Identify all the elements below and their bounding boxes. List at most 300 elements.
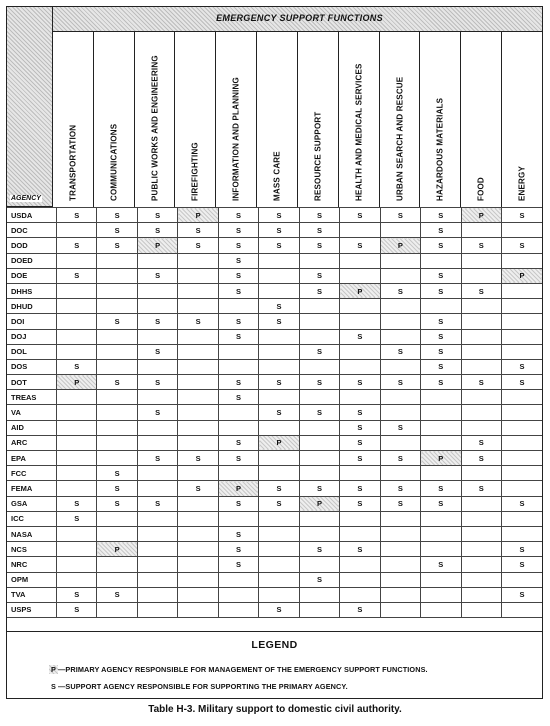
role-cell [501, 314, 542, 329]
role-cell [501, 223, 542, 238]
role-cell [461, 329, 501, 344]
role-cell [461, 253, 501, 268]
role-cell [97, 359, 137, 374]
role-cell [57, 542, 97, 557]
function-header [53, 31, 93, 207]
role-cell: S [97, 223, 137, 238]
role-cell: P [380, 238, 420, 253]
role-cell: S [340, 542, 380, 557]
role-cell [218, 466, 258, 481]
role-cell [178, 435, 218, 450]
role-cell [218, 405, 258, 420]
role-cell: S [299, 405, 339, 420]
role-cell [137, 587, 177, 602]
role-cell [461, 390, 501, 405]
role-cell [137, 359, 177, 374]
table-row [7, 435, 542, 450]
role-cell: P [218, 481, 258, 496]
role-cell [97, 451, 137, 466]
role-cell [461, 359, 501, 374]
role-cell: S [299, 223, 339, 238]
role-cell [380, 223, 420, 238]
role-cell: S [299, 268, 339, 283]
role-cell: S [421, 375, 461, 390]
table-row [7, 390, 542, 405]
role-cell [137, 299, 177, 314]
role-cell [380, 602, 420, 617]
role-cell [299, 420, 339, 435]
function-header-label: URBAN SEARCH AND RESCUE [395, 76, 405, 201]
role-cell [380, 435, 420, 450]
role-cell [57, 223, 97, 238]
legend-support-mark: S [51, 682, 56, 691]
role-cell: P [57, 375, 97, 390]
table-row [7, 359, 542, 374]
role-cell [461, 602, 501, 617]
agency-cell: DOL [7, 344, 57, 359]
role-cell: S [218, 451, 258, 466]
agency-cell: DOS [7, 359, 57, 374]
role-cell [380, 299, 420, 314]
function-header-label: FIREFIGHTING [190, 142, 200, 201]
role-cell: S [137, 314, 177, 329]
role-cell [97, 602, 137, 617]
table-row [7, 451, 542, 466]
function-header-label: MASS CARE [272, 151, 282, 201]
role-cell [380, 557, 420, 572]
role-cell [97, 572, 137, 587]
role-cell: S [380, 283, 420, 298]
agency-header-cell [7, 7, 53, 207]
role-cell: S [380, 344, 420, 359]
role-cell: P [137, 238, 177, 253]
role-cell [299, 299, 339, 314]
table-row [7, 268, 542, 283]
function-header [93, 31, 134, 207]
esf-matrix-table [7, 207, 542, 618]
agency-cell: DOE [7, 268, 57, 283]
role-cell: S [299, 344, 339, 359]
role-cell [57, 314, 97, 329]
role-cell [97, 435, 137, 450]
role-cell [380, 587, 420, 602]
agency-cell: GSA [7, 496, 57, 511]
role-cell [421, 602, 461, 617]
role-cell: S [218, 253, 258, 268]
role-cell [178, 466, 218, 481]
role-cell [97, 329, 137, 344]
role-cell [299, 602, 339, 617]
role-cell: S [97, 481, 137, 496]
role-cell [137, 602, 177, 617]
role-cell [178, 329, 218, 344]
role-cell [57, 253, 97, 268]
role-cell [178, 253, 218, 268]
table-row [7, 557, 542, 572]
role-cell: S [340, 420, 380, 435]
role-cell: S [340, 375, 380, 390]
role-cell [97, 526, 137, 541]
role-cell [501, 572, 542, 587]
role-cell [259, 390, 299, 405]
role-cell: S [57, 208, 97, 223]
table-row [7, 375, 542, 390]
role-cell [97, 405, 137, 420]
role-cell [501, 602, 542, 617]
legend-support [49, 682, 348, 691]
role-cell [461, 314, 501, 329]
table-caption: Table H-3. Military support to domestic civil authority. [148, 704, 402, 715]
role-cell: S [340, 208, 380, 223]
function-header-label: COMMUNICATIONS [109, 123, 119, 201]
role-cell: S [461, 375, 501, 390]
role-cell [299, 329, 339, 344]
role-cell [501, 283, 542, 298]
role-cell [259, 329, 299, 344]
agency-cell: ARC [7, 435, 57, 450]
role-cell [421, 466, 461, 481]
role-cell: S [57, 587, 97, 602]
legend-primary [49, 665, 428, 674]
table-row [7, 223, 542, 238]
role-cell: S [421, 481, 461, 496]
role-cell: S [97, 375, 137, 390]
role-cell: S [259, 208, 299, 223]
esf-table-frame [6, 6, 543, 699]
role-cell [299, 314, 339, 329]
agency-cell: TVA [7, 587, 57, 602]
function-header [501, 31, 542, 207]
role-cell [299, 526, 339, 541]
role-cell: S [299, 375, 339, 390]
function-header-label: INFORMATION AND PLANNING [231, 77, 241, 201]
role-cell [259, 344, 299, 359]
table-row [7, 283, 542, 298]
role-cell: S [380, 420, 420, 435]
role-cell: S [299, 481, 339, 496]
role-cell [137, 526, 177, 541]
role-cell [218, 420, 258, 435]
role-cell [421, 435, 461, 450]
role-cell: S [259, 223, 299, 238]
role-cell: S [380, 375, 420, 390]
role-cell: S [501, 587, 542, 602]
agency-header-label: AGENCY [11, 195, 41, 202]
role-cell: S [178, 314, 218, 329]
role-cell: S [137, 451, 177, 466]
agency-cell: VA [7, 405, 57, 420]
role-cell [380, 405, 420, 420]
role-cell [178, 587, 218, 602]
role-cell: S [259, 314, 299, 329]
role-cell [137, 557, 177, 572]
role-cell: S [57, 238, 97, 253]
agency-cell: TREAS [7, 390, 57, 405]
role-cell [97, 299, 137, 314]
agency-cell: DOC [7, 223, 57, 238]
legend-title: LEGEND [251, 639, 298, 651]
agency-cell: USDA [7, 208, 57, 223]
role-cell: S [57, 268, 97, 283]
role-cell: S [340, 405, 380, 420]
role-cell [57, 481, 97, 496]
role-cell [461, 542, 501, 557]
role-cell [57, 435, 97, 450]
role-cell: P [461, 208, 501, 223]
role-cell: S [218, 542, 258, 557]
agency-cell: NASA [7, 526, 57, 541]
agency-cell: FEMA [7, 481, 57, 496]
role-cell: S [218, 557, 258, 572]
role-cell [340, 344, 380, 359]
table-row [7, 481, 542, 496]
role-cell [421, 587, 461, 602]
agency-cell: OPM [7, 572, 57, 587]
role-cell: S [421, 223, 461, 238]
role-cell: S [340, 329, 380, 344]
role-cell: S [380, 208, 420, 223]
role-cell: S [340, 451, 380, 466]
table-row [7, 526, 542, 541]
function-header [134, 31, 175, 207]
role-cell [259, 557, 299, 572]
role-cell: S [218, 208, 258, 223]
role-cell [421, 542, 461, 557]
role-cell: S [218, 375, 258, 390]
role-cell [461, 526, 501, 541]
role-cell [259, 451, 299, 466]
role-cell [218, 344, 258, 359]
legend-primary-mark: P [51, 665, 56, 674]
role-cell: S [340, 481, 380, 496]
role-cell [340, 466, 380, 481]
agency-cell: AID [7, 420, 57, 435]
role-cell: P [340, 283, 380, 298]
role-cell: S [380, 481, 420, 496]
role-cell [57, 329, 97, 344]
table-row [7, 602, 542, 617]
role-cell: S [218, 496, 258, 511]
table-row [7, 329, 542, 344]
role-cell: S [57, 359, 97, 374]
role-cell: S [178, 481, 218, 496]
role-cell [299, 359, 339, 374]
function-header-label: HAZARDOUS MATERIALS [435, 97, 445, 201]
role-cell: S [421, 496, 461, 511]
function-header [338, 31, 379, 207]
role-cell [57, 466, 97, 481]
table-row [7, 542, 542, 557]
role-cell: S [299, 238, 339, 253]
role-cell [57, 557, 97, 572]
role-cell [421, 511, 461, 526]
role-cell [178, 526, 218, 541]
function-header [297, 31, 338, 207]
role-cell: S [137, 405, 177, 420]
role-cell [259, 587, 299, 602]
legend [7, 631, 542, 698]
role-cell [178, 557, 218, 572]
role-cell: S [97, 314, 137, 329]
role-cell [501, 466, 542, 481]
role-cell: S [97, 496, 137, 511]
role-cell: S [97, 466, 137, 481]
role-cell [380, 314, 420, 329]
role-cell [340, 557, 380, 572]
role-cell: S [137, 496, 177, 511]
agency-cell: NRC [7, 557, 57, 572]
role-cell [259, 268, 299, 283]
role-cell: P [97, 542, 137, 557]
role-cell: S [501, 375, 542, 390]
role-cell: S [421, 268, 461, 283]
role-cell [259, 420, 299, 435]
table-row [7, 405, 542, 420]
role-cell [380, 268, 420, 283]
role-cell [178, 405, 218, 420]
role-cell [340, 253, 380, 268]
role-cell [57, 572, 97, 587]
table-row [7, 511, 542, 526]
table-row [7, 496, 542, 511]
role-cell [218, 359, 258, 374]
role-cell: S [57, 602, 97, 617]
role-cell [461, 496, 501, 511]
role-cell [380, 542, 420, 557]
role-cell [97, 344, 137, 359]
role-cell: S [299, 283, 339, 298]
role-cell [340, 314, 380, 329]
role-cell [421, 253, 461, 268]
role-cell [137, 542, 177, 557]
role-cell [421, 572, 461, 587]
role-cell [340, 223, 380, 238]
role-cell: S [97, 238, 137, 253]
role-cell [259, 283, 299, 298]
role-cell [178, 496, 218, 511]
table-row [7, 314, 542, 329]
role-cell [501, 526, 542, 541]
role-cell [57, 299, 97, 314]
role-cell [461, 420, 501, 435]
legend-primary-text: —PRIMARY AGENCY RESPONSIBLE FOR MANAGEMENT OF THE EMERGENCY SUPPORT FUNCTIONS. [57, 665, 428, 674]
role-cell: S [97, 208, 137, 223]
role-cell [218, 587, 258, 602]
role-cell [178, 420, 218, 435]
role-cell [218, 602, 258, 617]
role-cell: S [421, 208, 461, 223]
role-cell [340, 526, 380, 541]
role-cell [380, 329, 420, 344]
role-cell [461, 405, 501, 420]
function-header [419, 31, 460, 207]
role-cell: S [340, 238, 380, 253]
role-cell: P [299, 496, 339, 511]
role-cell [57, 283, 97, 298]
role-cell [340, 511, 380, 526]
role-cell: P [421, 451, 461, 466]
role-cell: S [218, 238, 258, 253]
role-cell [421, 405, 461, 420]
role-cell [178, 359, 218, 374]
role-cell: S [340, 496, 380, 511]
role-cell: S [461, 451, 501, 466]
table-row [7, 253, 542, 268]
role-cell [501, 511, 542, 526]
role-cell: S [461, 283, 501, 298]
role-cell [57, 405, 97, 420]
role-cell [178, 390, 218, 405]
role-cell [57, 526, 97, 541]
table-row [7, 299, 542, 314]
function-column-headers [53, 31, 542, 208]
role-cell: S [178, 238, 218, 253]
role-cell: S [461, 481, 501, 496]
role-cell [501, 253, 542, 268]
role-cell [461, 572, 501, 587]
role-cell [57, 451, 97, 466]
agency-cell: DHUD [7, 299, 57, 314]
agency-cell: ICC [7, 511, 57, 526]
role-cell: S [137, 375, 177, 390]
function-header [256, 31, 297, 207]
role-cell: S [218, 268, 258, 283]
role-cell: S [421, 359, 461, 374]
role-cell [380, 390, 420, 405]
agency-cell: USPS [7, 602, 57, 617]
function-header-label: ENERGY [517, 166, 527, 201]
role-cell [137, 572, 177, 587]
role-cell [97, 557, 137, 572]
function-header-label: RESOURCE SUPPORT [313, 111, 323, 201]
agency-cell: FCC [7, 466, 57, 481]
role-cell [299, 557, 339, 572]
role-cell: S [259, 299, 299, 314]
role-cell [340, 572, 380, 587]
role-cell [380, 511, 420, 526]
role-cell: S [57, 496, 97, 511]
role-cell: S [259, 238, 299, 253]
role-cell [137, 283, 177, 298]
role-cell [461, 557, 501, 572]
role-cell [97, 511, 137, 526]
role-cell [97, 283, 137, 298]
role-cell [380, 526, 420, 541]
role-cell [259, 572, 299, 587]
role-cell [501, 481, 542, 496]
role-cell [97, 390, 137, 405]
role-cell [299, 466, 339, 481]
role-cell: S [340, 435, 380, 450]
role-cell [178, 511, 218, 526]
role-cell [340, 299, 380, 314]
role-cell: S [218, 526, 258, 541]
role-cell [340, 268, 380, 283]
role-cell [259, 511, 299, 526]
role-cell [380, 253, 420, 268]
role-cell: S [421, 329, 461, 344]
role-cell [461, 299, 501, 314]
role-cell [461, 268, 501, 283]
agency-cell: DOT [7, 375, 57, 390]
role-cell: P [259, 435, 299, 450]
role-cell: S [259, 405, 299, 420]
role-cell [461, 466, 501, 481]
role-cell: S [461, 238, 501, 253]
role-cell: P [178, 208, 218, 223]
table-row [7, 587, 542, 602]
role-cell [299, 587, 339, 602]
